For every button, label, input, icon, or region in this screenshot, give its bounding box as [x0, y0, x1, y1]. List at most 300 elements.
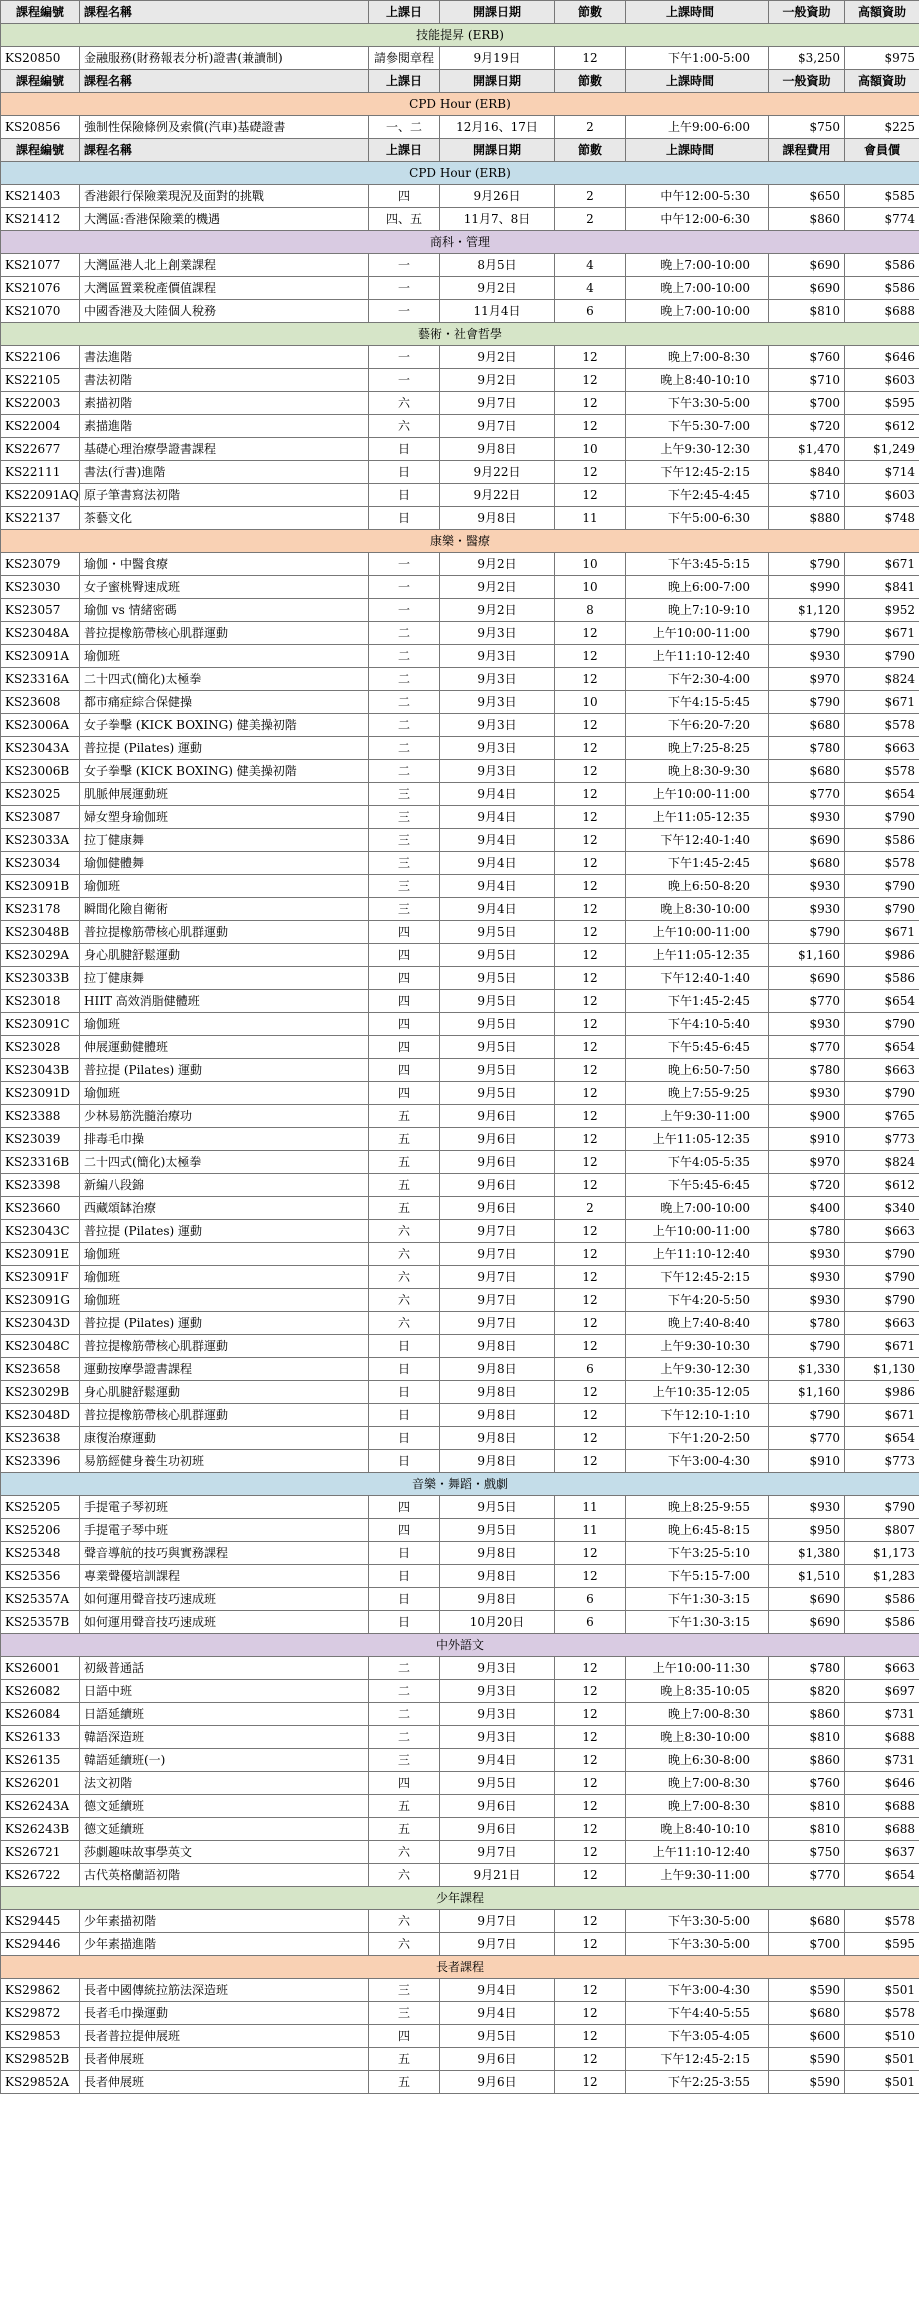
table-row	[1, 1864, 919, 1887]
cell-weekday: 三	[369, 898, 440, 921]
cell-class-time: 晚上8:35-10:05	[626, 1680, 769, 1703]
cell-weekday: 日	[369, 1427, 440, 1450]
cell-course-code: KS26243A	[1, 1795, 80, 1818]
cell-course-name: 書法(行書)進階	[80, 461, 369, 484]
cell-course-code: KS20850	[1, 47, 80, 70]
cell-fee-general: $650	[769, 185, 845, 208]
cell-fee-general: $910	[769, 1128, 845, 1151]
cell-course-code: KS22677	[1, 438, 80, 461]
cell-fee-high: $986	[845, 944, 919, 967]
cell-weekday: 二	[369, 760, 440, 783]
column-header-row	[1, 1, 919, 24]
cell-sessions: 12	[555, 1450, 626, 1473]
cell-fee-general: $680	[769, 2002, 845, 2025]
cell-class-time: 上午10:00-11:30	[626, 1657, 769, 1680]
column-header-fee-high: 高額資助	[845, 70, 919, 93]
cell-fee-general: $760	[769, 1772, 845, 1795]
table-row	[1, 1818, 919, 1841]
cell-sessions: 12	[555, 392, 626, 415]
cell-fee-high: $790	[845, 1289, 919, 1312]
cell-weekday: 日	[369, 507, 440, 530]
cell-course-name: 伸展運動健體班	[80, 1036, 369, 1059]
cell-start-date: 9月8日	[440, 1542, 555, 1565]
cell-start-date: 9月3日	[440, 691, 555, 714]
table-row	[1, 2071, 919, 2094]
cell-weekday: 六	[369, 1312, 440, 1335]
cell-sessions: 12	[555, 852, 626, 875]
cell-sessions: 12	[555, 1220, 626, 1243]
cell-course-name: 女子拳擊 (KICK BOXING) 健美操初階	[80, 760, 369, 783]
section-header-row	[1, 1634, 919, 1657]
cell-fee-general: $970	[769, 668, 845, 691]
cell-course-name: 普拉提橡筋帶核心肌群運動	[80, 921, 369, 944]
cell-fee-high: $688	[845, 1795, 919, 1818]
cell-start-date: 9月8日	[440, 1335, 555, 1358]
cell-class-time: 下午2:25-3:55	[626, 2071, 769, 2094]
cell-weekday: 六	[369, 1266, 440, 1289]
cell-fee-high: $731	[845, 1703, 919, 1726]
table-row	[1, 1542, 919, 1565]
table-row	[1, 1082, 919, 1105]
cell-class-time: 下午12:45-2:15	[626, 2048, 769, 2071]
cell-class-time: 下午5:45-6:45	[626, 1174, 769, 1197]
cell-fee-high: $501	[845, 1979, 919, 2002]
cell-fee-general: $690	[769, 277, 845, 300]
table-row	[1, 392, 919, 415]
cell-sessions: 2	[555, 185, 626, 208]
cell-start-date: 9月4日	[440, 806, 555, 829]
table-row	[1, 553, 919, 576]
cell-fee-high: $637	[845, 1841, 919, 1864]
section-header-row	[1, 323, 919, 346]
cell-fee-general: $860	[769, 1749, 845, 1772]
cell-course-name: 日語延續班	[80, 1703, 369, 1726]
cell-course-code: KS29446	[1, 1933, 80, 1956]
cell-fee-high: $585	[845, 185, 919, 208]
cell-fee-general: $930	[769, 645, 845, 668]
cell-weekday: 四	[369, 2025, 440, 2048]
cell-course-name: 金融服務(財務報表分析)證書(兼讀制)	[80, 47, 369, 70]
cell-course-code: KS21077	[1, 254, 80, 277]
table-row	[1, 1404, 919, 1427]
cell-sessions: 12	[555, 415, 626, 438]
column-header-weekday: 上課日	[369, 1, 440, 24]
table-row	[1, 1565, 919, 1588]
table-row	[1, 1335, 919, 1358]
cell-start-date: 9月4日	[440, 2002, 555, 2025]
cell-sessions: 12	[555, 1059, 626, 1082]
table-row	[1, 47, 919, 70]
cell-class-time: 晚上6:45-8:15	[626, 1519, 769, 1542]
column-header-weekday: 上課日	[369, 139, 440, 162]
cell-fee-general: $690	[769, 829, 845, 852]
cell-fee-general: $680	[769, 852, 845, 875]
cell-course-code: KS23091A	[1, 645, 80, 668]
cell-fee-general: $780	[769, 737, 845, 760]
cell-course-name: 普拉提 (Pilates) 運動	[80, 1059, 369, 1082]
cell-fee-high: $586	[845, 277, 919, 300]
cell-weekday: 四	[369, 185, 440, 208]
cell-fee-high: $663	[845, 1059, 919, 1082]
table-row	[1, 1013, 919, 1036]
table-row	[1, 369, 919, 392]
cell-fee-general: $780	[769, 1220, 845, 1243]
cell-start-date: 9月5日	[440, 1036, 555, 1059]
cell-sessions: 12	[555, 1427, 626, 1450]
cell-class-time: 晚上7:00-8:30	[626, 346, 769, 369]
cell-weekday: 日	[369, 1381, 440, 1404]
cell-fee-general: $680	[769, 1910, 845, 1933]
cell-fee-general: $840	[769, 461, 845, 484]
cell-fee-high: $688	[845, 300, 919, 323]
cell-start-date: 9月2日	[440, 277, 555, 300]
cell-course-code: KS23018	[1, 990, 80, 1013]
cell-fee-high: $671	[845, 1404, 919, 1427]
cell-fee-high: $807	[845, 1519, 919, 1542]
cell-course-name: 長者毛巾操運動	[80, 2002, 369, 2025]
cell-course-name: 瑜伽班	[80, 1266, 369, 1289]
cell-course-code: KS20856	[1, 116, 80, 139]
cell-fee-high: $790	[845, 806, 919, 829]
section-header-row	[1, 1956, 919, 1979]
column-header-class-time: 上課時間	[626, 70, 769, 93]
cell-course-code: KS22111	[1, 461, 80, 484]
cell-course-code: KS23006A	[1, 714, 80, 737]
cell-sessions: 12	[555, 47, 626, 70]
cell-fee-general: $880	[769, 507, 845, 530]
cell-fee-general: $910	[769, 1450, 845, 1473]
cell-course-code: KS23660	[1, 1197, 80, 1220]
cell-fee-general: $770	[769, 1864, 845, 1887]
cell-start-date: 11月7、8日	[440, 208, 555, 231]
column-header-course-code: 課程編號	[1, 139, 80, 162]
cell-class-time: 上午10:00-11:00	[626, 921, 769, 944]
cell-fee-general: $930	[769, 1266, 845, 1289]
cell-course-name: 瑜伽班	[80, 1082, 369, 1105]
table-row	[1, 829, 919, 852]
table-row	[1, 254, 919, 277]
cell-fee-high: $671	[845, 622, 919, 645]
cell-class-time: 晚上7:10-9:10	[626, 599, 769, 622]
table-row	[1, 300, 919, 323]
cell-fee-general: $970	[769, 1151, 845, 1174]
table-row	[1, 1450, 919, 1473]
cell-weekday: 日	[369, 1450, 440, 1473]
cell-sessions: 12	[555, 1772, 626, 1795]
cell-class-time: 下午5:30-7:00	[626, 415, 769, 438]
cell-start-date: 9月2日	[440, 346, 555, 369]
column-header-fee-general: 一般資助	[769, 70, 845, 93]
cell-fee-high: $773	[845, 1450, 919, 1473]
cell-fee-general: $930	[769, 1289, 845, 1312]
table-row	[1, 852, 919, 875]
cell-course-code: KS21403	[1, 185, 80, 208]
cell-weekday: 一	[369, 576, 440, 599]
cell-course-code: KS23091E	[1, 1243, 80, 1266]
cell-course-code: KS29853	[1, 2025, 80, 2048]
section-title: 藝術・社會哲學	[1, 323, 919, 346]
cell-sessions: 12	[555, 1335, 626, 1358]
cell-class-time: 下午3:00-4:30	[626, 1979, 769, 2002]
table-row	[1, 346, 919, 369]
cell-course-code: KS23048D	[1, 1404, 80, 1427]
cell-fee-general: $790	[769, 553, 845, 576]
cell-start-date: 9月7日	[440, 1933, 555, 1956]
cell-class-time: 晚上8:30-10:00	[626, 898, 769, 921]
cell-start-date: 9月4日	[440, 829, 555, 852]
cell-fee-high: $586	[845, 967, 919, 990]
cell-course-code: KS23091B	[1, 875, 80, 898]
table-row	[1, 990, 919, 1013]
cell-sessions: 6	[555, 1611, 626, 1634]
cell-fee-general: $760	[769, 346, 845, 369]
cell-sessions: 12	[555, 369, 626, 392]
cell-start-date: 9月8日	[440, 507, 555, 530]
cell-sessions: 12	[555, 1128, 626, 1151]
cell-class-time: 下午4:05-5:35	[626, 1151, 769, 1174]
table-row	[1, 1105, 919, 1128]
cell-fee-general: $790	[769, 691, 845, 714]
cell-class-time: 晚上8:25-9:55	[626, 1496, 769, 1519]
cell-fee-general: $680	[769, 760, 845, 783]
cell-course-name: 拉丁健康舞	[80, 829, 369, 852]
cell-weekday: 六	[369, 1220, 440, 1243]
cell-weekday: 三	[369, 806, 440, 829]
cell-course-code: KS29445	[1, 1910, 80, 1933]
cell-fee-general: $690	[769, 254, 845, 277]
cell-fee-high: $586	[845, 1611, 919, 1634]
cell-course-name: 瑜伽 vs 情緒密碼	[80, 599, 369, 622]
cell-fee-high: $790	[845, 1266, 919, 1289]
cell-fee-general: $590	[769, 2071, 845, 2094]
cell-fee-general: $860	[769, 1703, 845, 1726]
cell-fee-general: $770	[769, 1036, 845, 1059]
section-header-row	[1, 231, 919, 254]
cell-class-time: 下午12:10-1:10	[626, 1404, 769, 1427]
table-row	[1, 1588, 919, 1611]
table-row	[1, 2002, 919, 2025]
table-row	[1, 461, 919, 484]
cell-class-time: 下午5:00-6:30	[626, 507, 769, 530]
cell-start-date: 9月5日	[440, 944, 555, 967]
cell-course-name: 普拉提橡筋帶核心肌群運動	[80, 622, 369, 645]
cell-fee-high: $671	[845, 1335, 919, 1358]
cell-start-date: 9月8日	[440, 1565, 555, 1588]
cell-start-date: 9月4日	[440, 1749, 555, 1772]
cell-sessions: 10	[555, 553, 626, 576]
cell-weekday: 三	[369, 829, 440, 852]
cell-class-time: 下午12:45-2:15	[626, 461, 769, 484]
table-row	[1, 760, 919, 783]
cell-course-code: KS29852A	[1, 2071, 80, 2094]
cell-sessions: 12	[555, 1657, 626, 1680]
cell-course-name: 拉丁健康舞	[80, 967, 369, 990]
cell-class-time: 中午12:00-6:30	[626, 208, 769, 231]
table-row	[1, 1220, 919, 1243]
cell-start-date: 9月4日	[440, 1979, 555, 2002]
table-row	[1, 507, 919, 530]
cell-course-code: KS23048C	[1, 1335, 80, 1358]
cell-sessions: 12	[555, 737, 626, 760]
cell-fee-high: $1,283	[845, 1565, 919, 1588]
cell-sessions: 12	[555, 1841, 626, 1864]
cell-sessions: 12	[555, 1795, 626, 1818]
table-row	[1, 1910, 919, 1933]
table-row	[1, 1749, 919, 1772]
table-row	[1, 783, 919, 806]
cell-fee-general: $750	[769, 116, 845, 139]
course-schedule-body	[1, 1, 919, 2094]
cell-fee-general: $930	[769, 1496, 845, 1519]
cell-course-code: KS26201	[1, 1772, 80, 1795]
cell-start-date: 9月3日	[440, 668, 555, 691]
cell-sessions: 12	[555, 760, 626, 783]
cell-class-time: 晚上7:00-10:00	[626, 277, 769, 300]
cell-course-name: 西藏頌缽治療	[80, 1197, 369, 1220]
cell-class-time: 下午1:00-5:00	[626, 47, 769, 70]
cell-fee-general: $1,470	[769, 438, 845, 461]
table-row	[1, 1128, 919, 1151]
table-row	[1, 1933, 919, 1956]
cell-fee-high: $790	[845, 875, 919, 898]
cell-sessions: 12	[555, 461, 626, 484]
table-row	[1, 645, 919, 668]
cell-weekday: 四	[369, 1036, 440, 1059]
cell-class-time: 上午10:00-11:00	[626, 1220, 769, 1243]
cell-course-name: 聲音導航的技巧與實務課程	[80, 1542, 369, 1565]
cell-start-date: 9月6日	[440, 1174, 555, 1197]
cell-weekday: 六	[369, 1910, 440, 1933]
cell-sessions: 12	[555, 1910, 626, 1933]
table-row	[1, 1726, 919, 1749]
cell-class-time: 晚上7:00-10:00	[626, 300, 769, 323]
cell-sessions: 12	[555, 645, 626, 668]
cell-sessions: 6	[555, 300, 626, 323]
section-title: 中外語文	[1, 1634, 919, 1657]
cell-fee-high: $790	[845, 1013, 919, 1036]
cell-class-time: 下午4:10-5:40	[626, 1013, 769, 1036]
cell-weekday: 日	[369, 1565, 440, 1588]
cell-class-time: 晚上7:00-8:30	[626, 1772, 769, 1795]
cell-course-name: 古代英格蘭語初階	[80, 1864, 369, 1887]
table-row	[1, 1611, 919, 1634]
cell-course-code: KS26133	[1, 1726, 80, 1749]
cell-weekday: 四	[369, 1082, 440, 1105]
cell-class-time: 晚上7:55-9:25	[626, 1082, 769, 1105]
cell-start-date: 9月6日	[440, 1128, 555, 1151]
cell-weekday: 四	[369, 990, 440, 1013]
cell-start-date: 9月3日	[440, 1680, 555, 1703]
cell-class-time: 上午9:30-12:30	[626, 1358, 769, 1381]
cell-course-name: 如何運用聲音技巧速成班	[80, 1611, 369, 1634]
cell-course-name: 原子筆書寫法初階	[80, 484, 369, 507]
cell-fee-general: $780	[769, 1059, 845, 1082]
cell-start-date: 9月3日	[440, 1703, 555, 1726]
cell-start-date: 9月3日	[440, 760, 555, 783]
cell-weekday: 日	[369, 1611, 440, 1634]
table-row	[1, 691, 919, 714]
cell-start-date: 9月7日	[440, 1910, 555, 1933]
cell-fee-high: $595	[845, 392, 919, 415]
column-header-course-name: 課程名稱	[80, 70, 369, 93]
cell-course-code: KS23091F	[1, 1266, 80, 1289]
cell-course-code: KS23028	[1, 1036, 80, 1059]
cell-course-name: 韓語延續班(一)	[80, 1749, 369, 1772]
cell-start-date: 9月7日	[440, 1312, 555, 1335]
cell-class-time: 晚上7:00-8:30	[626, 1703, 769, 1726]
cell-course-name: 瑜伽・中醫食療	[80, 553, 369, 576]
cell-sessions: 6	[555, 1358, 626, 1381]
cell-start-date: 9月7日	[440, 1289, 555, 1312]
cell-fee-general: $780	[769, 1312, 845, 1335]
cell-course-name: 大灣區港人北上創業課程	[80, 254, 369, 277]
column-header-fee-general: 課程費用	[769, 139, 845, 162]
cell-course-name: 香港銀行保險業現況及面對的挑戰	[80, 185, 369, 208]
cell-course-code: KS22105	[1, 369, 80, 392]
cell-start-date: 9月7日	[440, 1841, 555, 1864]
cell-sessions: 12	[555, 1082, 626, 1105]
cell-course-name: 書法進階	[80, 346, 369, 369]
cell-course-code: KS22003	[1, 392, 80, 415]
cell-fee-general: $1,380	[769, 1542, 845, 1565]
cell-fee-high: $595	[845, 1933, 919, 1956]
cell-course-name: 普拉提 (Pilates) 運動	[80, 1220, 369, 1243]
cell-course-name: 莎劇趣味故事學英文	[80, 1841, 369, 1864]
cell-fee-general: $3,250	[769, 47, 845, 70]
cell-course-code: KS23079	[1, 553, 80, 576]
column-header-row	[1, 70, 919, 93]
cell-class-time: 晚上8:30-9:30	[626, 760, 769, 783]
cell-course-name: 書法初階	[80, 369, 369, 392]
cell-start-date: 11月4日	[440, 300, 555, 323]
cell-sessions: 12	[555, 783, 626, 806]
cell-course-code: KS23316A	[1, 668, 80, 691]
table-row	[1, 277, 919, 300]
column-header-sessions: 節數	[555, 70, 626, 93]
cell-course-code: KS23034	[1, 852, 80, 875]
cell-class-time: 上午9:00-6:00	[626, 116, 769, 139]
cell-class-time: 下午2:45-4:45	[626, 484, 769, 507]
table-row	[1, 1358, 919, 1381]
cell-course-code: KS26721	[1, 1841, 80, 1864]
table-row	[1, 1059, 919, 1082]
table-row	[1, 438, 919, 461]
cell-weekday: 六	[369, 1289, 440, 1312]
cell-sessions: 12	[555, 1243, 626, 1266]
cell-fee-high: $586	[845, 254, 919, 277]
cell-start-date: 9月2日	[440, 576, 555, 599]
cell-sessions: 12	[555, 1542, 626, 1565]
cell-sessions: 12	[555, 2048, 626, 2071]
cell-course-name: 長者伸展班	[80, 2071, 369, 2094]
cell-course-name: 韓語深造班	[80, 1726, 369, 1749]
cell-class-time: 上午11:05-12:35	[626, 806, 769, 829]
cell-weekday: 二	[369, 668, 440, 691]
cell-fee-general: $810	[769, 300, 845, 323]
cell-weekday: 日	[369, 438, 440, 461]
cell-fee-high: $663	[845, 1220, 919, 1243]
cell-class-time: 上午9:30-10:30	[626, 1335, 769, 1358]
cell-course-name: 德文延續班	[80, 1795, 369, 1818]
cell-sessions: 4	[555, 277, 626, 300]
section-header-row	[1, 1887, 919, 1910]
cell-class-time: 下午2:30-4:00	[626, 668, 769, 691]
cell-fee-high: $790	[845, 1243, 919, 1266]
cell-sessions: 12	[555, 921, 626, 944]
cell-class-time: 下午1:45-2:45	[626, 852, 769, 875]
cell-course-code: KS26722	[1, 1864, 80, 1887]
cell-course-code: KS23006B	[1, 760, 80, 783]
